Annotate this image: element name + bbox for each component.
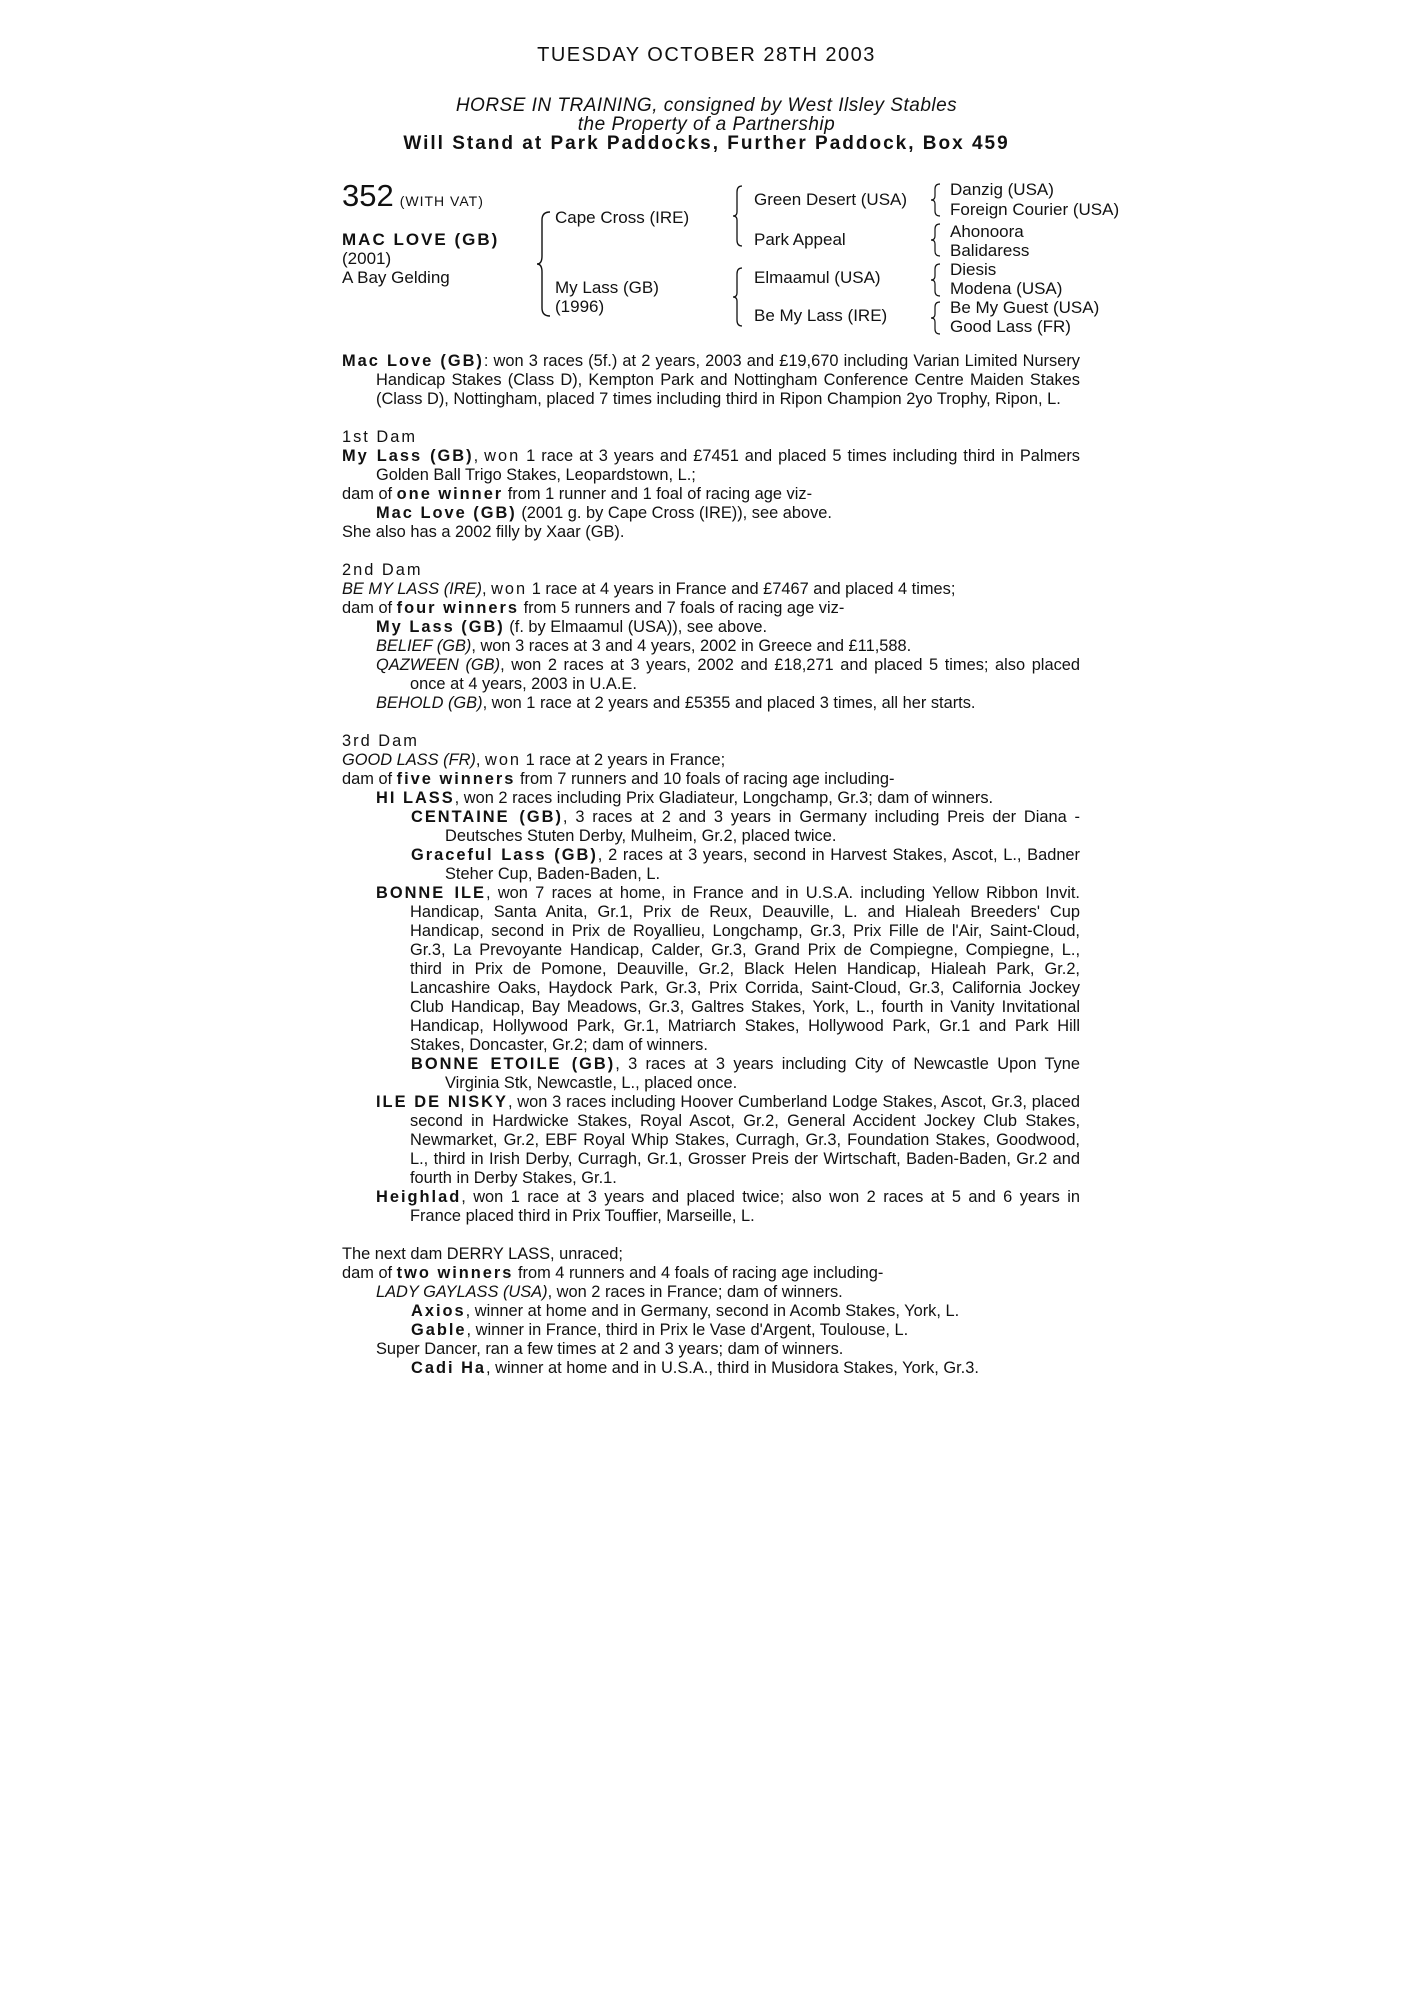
lot-number [342, 178, 484, 214]
pedigree-brace-sire [732, 184, 744, 248]
next-dam-line: The next dam DERRY LASS, unraced; [342, 1245, 623, 1263]
pedigree-dam-dam: Be My Lass (IRE) [754, 306, 888, 325]
progeny-text: , won 2 races including Prix Gladiateur, Longchamp, Gr.3; dam of winners. [454, 789, 994, 807]
pedigree-g2: Foreign Courier (USA) [950, 200, 1120, 219]
progeny-text: , won 1 race at 3 years and placed twice; also won 2 races at 5 and 6 years in France placed third in Prix Touffier, Marseille, L. [410, 1188, 1080, 1225]
pedigree-dam-sire: Elmaamul (USA) [754, 268, 881, 287]
third-dam-progeny-graceful-lass [342, 846, 1080, 884]
first-dam-of [342, 485, 1080, 504]
third-dam-progeny-centaine [342, 808, 1080, 846]
intro-text: : won 3 races (5f.) at 2 years, 2003 and £19,670 including Varian Limited Nursery Handicap Stakes (Class D), Kempton Park and Nottingham Conference Centre Maiden Stakes (Class D), Nottingham, placed 7 times including third in Ripon Champion 2yo Trophy, Ripon, L. [376, 352, 1080, 408]
progeny-text: , won 7 races at home, in France and in U.S.A. including Yellow Ribbon Invit. Handicap, Santa Anita, Gr.1, Prix de Reux, Deauville, L. and Hialeah Breeders' Cup Handicap, second in Prix de Royallieu, Longchamp, Gr.3, Prix Fille de l'Air, Saint-Cloud, Gr.3, La Prevoyante Handicap, Calder, Gr.3, Grand Prix de Compiegne, Compiegne, L., third in Prix de Pomone, Deauville, Gr.2, Black Helen Handicap, Hialeah Park, Gr.2, Lancashire Oaks, Haydock Park, Gr.3, Prix Corrida, Saint-Cloud, Gr.3, California Jockey Club Handicap, Bay Meadows, Gr.3, Galtres Stakes, York, L., fourth in Vanity Invitational Handicap, Hollywood Park, Gr.1, Matriarch Stakes, Hollywood Park, Gr.1 and Park Hill Stakes, Doncaster, Gr.2; dam of winners. [410, 884, 1080, 1054]
progeny-text: , 3 races at 3 years including City of Newcastle Upon Tyne Virginia Stk, Newcastle, L., placed once. [445, 1055, 1080, 1092]
intro-paragraph [342, 352, 1080, 409]
progeny-text: , won 2 races in France; dam of winners. [547, 1283, 843, 1301]
progeny-name: LADY GAYLASS (USA) [376, 1283, 548, 1301]
next-dam-of-post: from 4 runners and 4 foals of racing age including- [513, 1264, 884, 1282]
progeny-name: CENTAINE (GB) [411, 808, 563, 826]
pedigree-brace-main [536, 210, 552, 318]
progeny-name: BELIEF (GB) [376, 637, 472, 655]
progeny-name: ILE DE NISKY [376, 1093, 508, 1111]
progeny-name: BONNE ETOILE (GB) [411, 1055, 616, 1073]
first-dam-also: She also has a 2002 filly by Xaar (GB). [342, 523, 625, 541]
pedigree-g8: Good Lass (FR) [950, 317, 1071, 336]
pedigree-sire-dam: Park Appeal [754, 230, 846, 249]
next-dam-progeny-gable [342, 1321, 1080, 1340]
third-dam-progeny-ile-de-nisky [342, 1093, 1080, 1188]
sale-date: TUESDAY OCTOBER 28TH 2003 [537, 44, 876, 66]
second-dam-won: won [491, 580, 528, 598]
progeny-name: Gable [411, 1321, 467, 1339]
second-dam-name: BE MY LASS (IRE) [342, 580, 482, 598]
progeny-text: , won 3 races at 3 and 4 years, 2002 in Greece and £11,588. [471, 637, 912, 655]
first-dam-progeny-1 [342, 504, 1080, 523]
first-dam-text: 1 race at 3 years and £7451 and placed 5 times including third in Palmers Golden Ball Trigo Stakes, Leopardstown, L.; [376, 447, 1080, 484]
third-dam-of-pre: dam of [342, 770, 397, 788]
second-dam-progeny-3 [342, 656, 1080, 694]
second-dam-progeny-4 [342, 694, 1080, 713]
first-dam-heading: 1st Dam [342, 428, 418, 446]
pedigree-sire: Cape Cross (IRE) [555, 208, 690, 227]
stand-line: Will Stand at Park Paddocks, Further Paddock, Box 459 [403, 133, 1010, 154]
next-dam-of-pre: dam of [342, 1264, 397, 1282]
pedigree-sire-sire: Green Desert (USA) [754, 190, 908, 209]
progeny-name: Heighlad [376, 1188, 462, 1206]
progeny-text: (2001 g. by Cape Cross (IRE)), see above. [516, 504, 832, 522]
lot-vat: (WITH VAT) [399, 193, 484, 209]
pedigree-g4: Balidaress [950, 241, 1030, 260]
next-dam-progeny-cadi-ha [342, 1359, 1080, 1378]
pedigree-g5: Diesis [950, 260, 997, 279]
pedigree-brace-g4 [930, 300, 942, 336]
pedigree-g3: Ahonoora [950, 222, 1024, 241]
second-dam-progeny-1 [342, 618, 1080, 637]
third-dam-progeny-hi-lass [342, 789, 1080, 808]
pedigree-brace-g2 [930, 222, 942, 258]
third-dam-won: won [484, 751, 522, 769]
first-dam-name: My Lass (GB) [342, 447, 474, 465]
progeny-text: , won 1 race at 2 years and £5355 and placed 3 times, all her starts. [482, 694, 976, 712]
first-dam-won: won [484, 447, 521, 465]
lot-number-value: 352 [342, 178, 394, 213]
progeny-text: , won 3 races including Hoover Cumberland Lodge Stakes, Ascot, Gr.3, placed second in Hardwicke Stakes, Royal Ascot, Gr.2, General Accident Jockey Club Stakes, Newmarket, Gr.2, EBF Royal Whip Stakes, Curragh, Gr.3, Foundation Stakes, Goodwood, L., third in Irish Derby, Curragh, Gr.1, Grosser Preis der Wirtschaft, Baden-Baden, Gr.2 and fourth in Derby Stakes, Gr.1. [410, 1093, 1080, 1187]
pedigree-brace-g1 [930, 182, 942, 218]
third-dam-name: GOOD LASS (FR) [342, 751, 476, 769]
horse-info [342, 230, 499, 287]
progeny-name: BONNE ILE [376, 884, 486, 902]
catalogue-body [342, 352, 1080, 1378]
first-dam-of-count: one winner [396, 485, 504, 503]
third-dam-heading: 3rd Dam [342, 732, 419, 750]
pedigree-dam-name: My Lass (GB) [555, 278, 659, 297]
progeny-text: , winner in France, third in Prix le Vase d'Argent, Toulouse, L. [466, 1321, 909, 1339]
first-dam-record: My Lass (GB), won 1 race at 3 years and £7451 and placed 5 times including third in Palmers Golden Ball Trigo Stakes, Leopardstown, L.; [342, 447, 1080, 484]
third-dam-progeny-bonne-etoile [342, 1055, 1080, 1093]
progeny-name: Graceful Lass (GB) [411, 846, 598, 864]
progeny-text: , winner at home and in Germany, second in Acomb Stakes, York, L. [465, 1302, 960, 1320]
progeny-text: , 2 races at 3 years, second in Harvest Stakes, Ascot, L., Badner Steher Cup, Baden-Baden, L. [445, 846, 1081, 883]
next-dam-of [342, 1264, 1080, 1283]
progeny-text: , won 2 races at 3 years, 2002 and £18,271 and placed 5 times; also placed once at 4 years, 2003 in U.A.E. [410, 656, 1080, 693]
progeny-name: My Lass (GB) [376, 618, 505, 636]
pedigree-g7: Be My Guest (USA) [950, 298, 1100, 317]
third-dam-text: 1 race at 2 years in France; [521, 751, 726, 769]
second-dam-of [342, 599, 1080, 618]
progeny-name: BEHOLD (GB) [376, 694, 483, 712]
pedigree-g6: Modena (USA) [950, 279, 1063, 298]
third-dam-of [342, 770, 1080, 789]
pedigree-dam [555, 278, 659, 316]
third-dam-of-post: from 7 runners and 10 foals of racing age including- [515, 770, 895, 788]
progeny-name: QAZWEEN (GB) [376, 656, 501, 674]
second-dam-record: BE MY LASS (IRE), won 1 race at 4 years in France and £7467 and placed 4 times; [342, 580, 956, 598]
second-dam-progeny-2 [342, 637, 1080, 656]
progeny-name: Axios [411, 1302, 466, 1320]
next-dam-progeny-super-dancer: Super Dancer, ran a few times at 2 and 3 years; dam of winners. [376, 1340, 844, 1358]
pedigree-brace-g3 [930, 262, 942, 298]
second-dam-of-pre: dam of [342, 599, 397, 617]
third-dam-of-count: five winners [396, 770, 516, 788]
intro-horse-name: Mac Love (GB) [342, 352, 484, 370]
progeny-name: Mac Love (GB) [376, 504, 517, 522]
second-dam-text: 1 race at 4 years in France and £7467 and placed 4 times; [527, 580, 956, 598]
horse-desc: A Bay Gelding [342, 268, 450, 287]
pedigree-brace-dam [732, 266, 744, 328]
first-dam-of-pre: dam of [342, 485, 397, 503]
next-dam-of-count: two winners [396, 1264, 514, 1282]
third-dam-progeny-bonne-ile [342, 884, 1080, 1055]
progeny-name: HI LASS [376, 789, 455, 807]
horse-name: MAC LOVE (GB) [342, 230, 500, 249]
next-dam-progeny-lady-gaylass [342, 1283, 1080, 1302]
third-dam-progeny-heighlad [342, 1188, 1080, 1226]
pedigree-dam-year: (1996) [555, 297, 605, 316]
progeny-text: , 3 races at 2 and 3 years in Germany including Preis der Diana - Deutsches Stuten Derby, Mulheim, Gr.2, placed twice. [445, 808, 1080, 845]
progeny-name: Cadi Ha [411, 1359, 487, 1377]
first-dam-of-post: from 1 runner and 1 foal of racing age viz- [503, 485, 813, 503]
consignment-block [0, 96, 1413, 153]
horse-year: (2001) [342, 249, 392, 268]
second-dam-of-post: from 5 runners and 7 foals of racing age viz- [519, 599, 845, 617]
pedigree-g1: Danzig (USA) [950, 180, 1054, 199]
progeny-text: (f. by Elmaamul (USA)), see above. [504, 618, 768, 636]
consign-line-2: the Property of a Partnership [577, 114, 836, 135]
next-dam-progeny-axios [342, 1302, 1080, 1321]
second-dam-of-count: four winners [396, 599, 520, 617]
second-dam-heading: 2nd Dam [342, 561, 423, 579]
third-dam-record: GOOD LASS (FR), won 1 race at 2 years in France; [342, 751, 726, 769]
progeny-text: , winner at home and in U.S.A., third in Musidora Stakes, York, Gr.3. [486, 1359, 979, 1377]
consign-line-1: HORSE IN TRAINING, consigned by West Ilsley Stables [455, 95, 958, 116]
